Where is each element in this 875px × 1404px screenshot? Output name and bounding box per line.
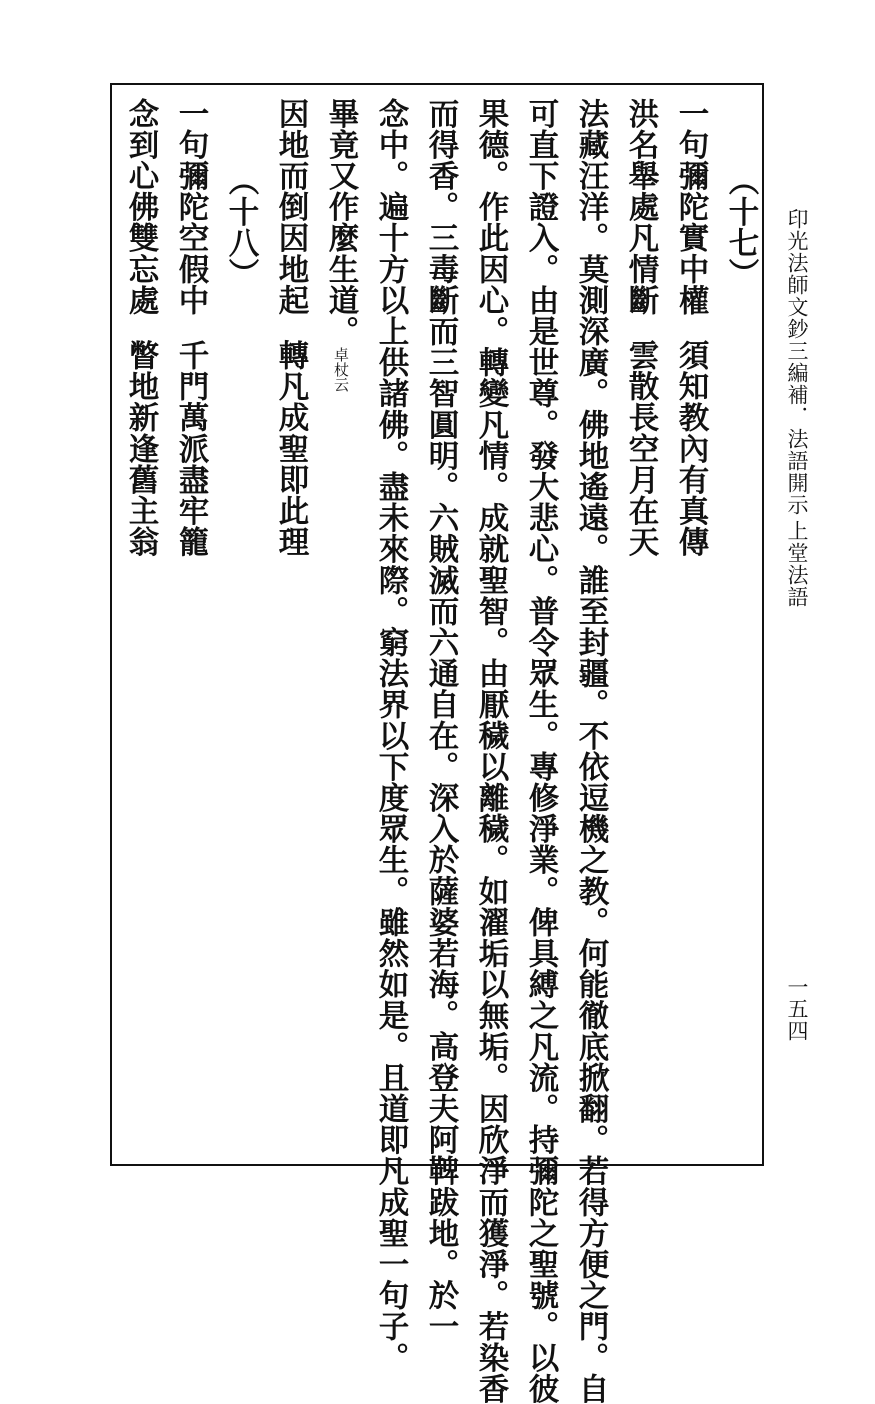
book-title: 印光法師文鈔三編補．法語開示 bbox=[785, 208, 809, 516]
verse-phrase: 一句彌陀實中權 bbox=[673, 98, 709, 316]
prose-line: 念中。遍十方以上供諸佛。盡未來際。窮法界以下度眾生。雖然如是。且道即凡成聖一句子。 bbox=[373, 98, 409, 1374]
verse-phrase: 因地而倒因地起 bbox=[273, 98, 309, 316]
verse-line bbox=[672, 98, 710, 557]
verse-phrase: 須知教內有真傳 bbox=[673, 339, 709, 558]
page-number: 一五四 bbox=[785, 976, 809, 1042]
verse-phrase: 一句彌陀空假中 bbox=[173, 98, 209, 316]
verse-phrase: 念到心佛雙忘處 bbox=[123, 98, 159, 316]
prose-line: 而得香。三毒斷而三智圓明。六賊滅而六通自在。深入於薩婆若海。高登夫阿鞞跋地。於一 bbox=[423, 98, 459, 1342]
prose-line bbox=[322, 98, 360, 392]
section-title: 上堂法語 bbox=[785, 520, 809, 608]
running-header bbox=[782, 90, 814, 1160]
verse-line bbox=[172, 98, 210, 557]
verse-phrase: 千門萬派盡牢籠 bbox=[173, 339, 209, 558]
verse-line bbox=[272, 98, 310, 557]
heading-17: （十七） bbox=[723, 165, 759, 290]
verse-phrase: 雲散長空月在天 bbox=[623, 339, 659, 558]
prose-line: 可直下證入。由是世尊。發大悲心。普令眾生。專修淨業。俾具縛之凡流。持彌陀之聖號。以彼 bbox=[523, 98, 559, 1404]
verse-phrase: 瞥地新逢舊主翁 bbox=[123, 339, 159, 558]
verse-line bbox=[122, 98, 160, 557]
prose-text: 畢竟又作麼生道。 bbox=[323, 98, 359, 347]
heading-18: （十八） bbox=[223, 165, 259, 290]
annotation-note: 卓杖云 bbox=[332, 346, 350, 392]
prose-line: 果德。作此因心。轉變凡情。成就聖智。由厭穢以離穢。如濯垢以無垢。因欣淨而獲淨。若染香 bbox=[473, 98, 509, 1404]
verse-phrase: 轉凡成聖即此理 bbox=[273, 339, 309, 558]
verse-phrase: 洪名舉處凡情斷 bbox=[623, 98, 659, 316]
prose-line: 法藏汪洋。莫測深廣。佛地遙遠。誰至封疆。不依逗機之教。何能徹底掀翻。若得方便之門。自 bbox=[573, 98, 609, 1404]
verse-line bbox=[622, 98, 660, 557]
